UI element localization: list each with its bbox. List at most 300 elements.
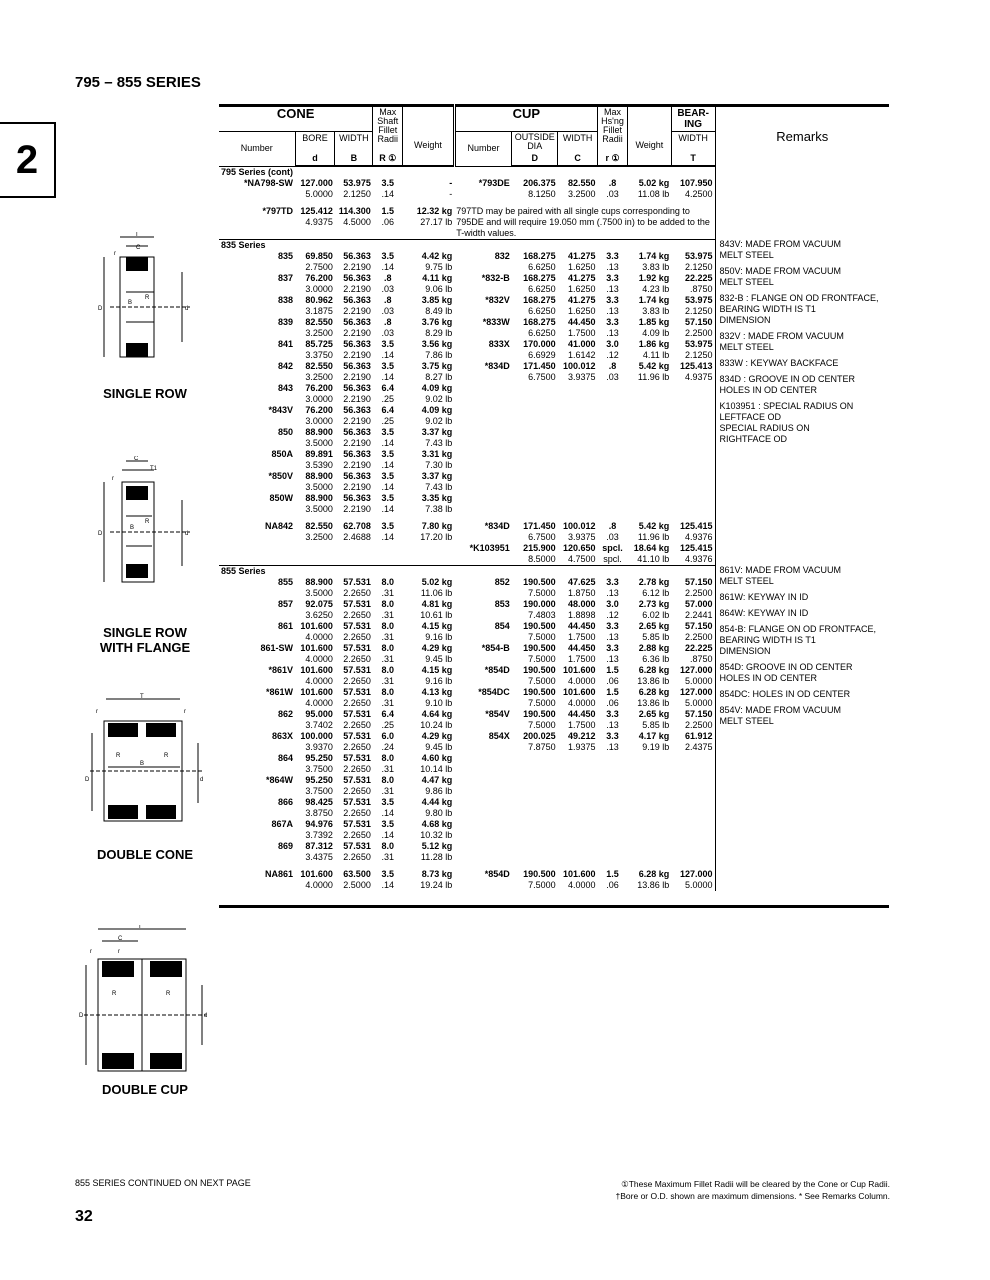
- outside-dia: [512, 361, 558, 383]
- cone-width-metric: 56.363: [343, 404, 371, 415]
- cup-weight: [627, 521, 671, 543]
- bore-inch: 3.5000: [305, 503, 333, 514]
- bore: [295, 251, 335, 273]
- bearing-width: [671, 731, 715, 753]
- cup-width-inch: 3.2500: [568, 188, 596, 199]
- bearing-width-inch: 5.0000: [685, 675, 713, 686]
- bearing-width-metric: 53.975: [685, 294, 713, 305]
- housing-radius-metric: 1.5: [606, 868, 619, 879]
- cone-weight-metric: 4.29 kg: [421, 642, 453, 653]
- shaft-radius-inch: .14: [381, 481, 394, 492]
- cone-weight: [403, 819, 455, 841]
- bearing-width-inch: 4.2500: [685, 188, 713, 199]
- end-rule-cell: [598, 891, 628, 907]
- cone-header: CONE: [219, 106, 373, 132]
- diagram-label-double-cup: DOUBLE CUP: [102, 1082, 188, 1097]
- shaft-radius: [373, 178, 403, 200]
- cup-weight-metric: 2.65 kg: [638, 708, 670, 719]
- cup-width-metric: 101.600: [563, 664, 596, 675]
- shaft-radius: [373, 339, 403, 361]
- diagram-label-double-cone: DOUBLE CONE: [96, 847, 194, 862]
- cone-width-metric: 57.531: [343, 708, 371, 719]
- shaft-radius-inch: .31: [381, 675, 394, 686]
- bore-metric: 76.200: [305, 382, 333, 393]
- cup-weight-inch: 3.83 lb: [642, 305, 670, 316]
- cone-width: [335, 273, 373, 295]
- single-row-drawing: [90, 232, 200, 382]
- bearing-width-metric: 107.950: [679, 177, 713, 188]
- bearing-width: [671, 449, 715, 471]
- section-name: 835 Series: [219, 239, 295, 251]
- shaft-radius: [373, 383, 403, 405]
- cone-width-inch: 2.2190: [343, 503, 371, 514]
- bore-inch: 3.0000: [305, 415, 333, 426]
- outside-dia-metric: 190.500: [523, 642, 556, 653]
- remark-item: 861V: MADE FROM VACUUM MELT STEEL: [719, 565, 842, 586]
- section-rule: [512, 166, 558, 178]
- remark-item: 854-B: FLANGE ON OD FRONTFACE, BEARING WIDTH IS T1 DIMENSION: [719, 624, 877, 656]
- svg-text:R: R: [145, 519, 150, 525]
- housing-radius-inch: .06: [606, 879, 619, 890]
- cup-number: [454, 841, 512, 863]
- diagram-label-flange: SINGLE ROW WITH FLANGE: [99, 625, 191, 655]
- cone-weight: [403, 405, 455, 427]
- housing-radius: [598, 449, 628, 471]
- bore: [295, 543, 335, 566]
- section-rule: [295, 166, 335, 178]
- cup-width-inch: 1.7500: [568, 653, 596, 664]
- cone-width-inch: 2.2650: [343, 675, 371, 686]
- cone-weight-metric: 4.29 kg: [421, 730, 453, 741]
- cup-width: [558, 543, 598, 566]
- bearing-width-metric: 57.150: [685, 576, 713, 587]
- bore-inch: 3.1875: [305, 305, 333, 316]
- shaft-radius: [373, 841, 403, 863]
- bore-inch: 4.0000: [305, 631, 333, 642]
- bore-metric: 82.550: [305, 360, 333, 371]
- outside-dia-inch: 6.6929: [528, 349, 556, 360]
- cup-number: [454, 819, 512, 841]
- remark-item: 832V : MADE FROM VACUUM MELT STEEL: [719, 331, 844, 352]
- bearing-header: BEAR- ING: [671, 106, 715, 132]
- bearing-spec-table: [219, 104, 889, 908]
- cup-width-metric: 101.600: [563, 868, 596, 879]
- bore-metric: 101.600: [300, 664, 333, 675]
- cup-weight-metric: 2.88 kg: [638, 642, 670, 653]
- cone-number: *NA798-SW: [244, 177, 294, 188]
- section-rule: [512, 239, 558, 251]
- cone-width: [335, 317, 373, 339]
- bore-metric: 101.600: [300, 620, 333, 631]
- bearing-width-inch: 2.2500: [685, 719, 713, 730]
- cup-weight: [627, 599, 671, 621]
- bore-inch: 3.0000: [305, 283, 333, 294]
- cone-number: NA861: [265, 868, 294, 879]
- outside-dia-metric: 190.000: [523, 598, 556, 609]
- bore-metric: 95.000: [305, 708, 333, 719]
- bore-inch: 3.6250: [305, 609, 333, 620]
- cup-width: [558, 819, 598, 841]
- end-rule-cell: [454, 891, 512, 907]
- housing-radius: [598, 819, 628, 841]
- shaft-radius: [373, 295, 403, 317]
- cup-weight-metric: 5.42 kg: [638, 520, 670, 531]
- housing-radius: [598, 577, 628, 599]
- cup-width: [558, 621, 598, 643]
- outside-dia-inch: 6.6250: [528, 261, 556, 272]
- cup-weight-inch: 11.96 lb: [637, 531, 670, 542]
- bore-metric: 101.600: [300, 868, 333, 879]
- shaft-radius: [373, 471, 403, 493]
- svg-text:C: C: [118, 936, 123, 942]
- outside-dia: [512, 577, 558, 599]
- section-rule: [671, 239, 715, 251]
- sym-C: C: [558, 152, 598, 166]
- bearing-width-metric: 127.000: [679, 664, 713, 675]
- cone-width-inch: 2.1250: [343, 188, 371, 199]
- shaft-radius-inch: .31: [381, 587, 394, 598]
- bore: [295, 405, 335, 427]
- outside-dia: [512, 775, 558, 797]
- housing-radius: [598, 273, 628, 295]
- outside-dia: [512, 471, 558, 493]
- cone-width: [335, 709, 373, 731]
- outside-dia: [512, 665, 558, 687]
- cup-width-inch: 1.6250: [568, 261, 596, 272]
- bore-metric: 82.550: [305, 520, 333, 531]
- housing-radius: [598, 339, 628, 361]
- sym-B: B: [335, 152, 373, 166]
- end-rule-cell: [558, 891, 598, 907]
- cup-width-inch: 1.6250: [568, 283, 596, 294]
- shaft-radius: [373, 521, 403, 543]
- bearing-width-inch: .8750: [690, 653, 713, 664]
- diagram-double-cone: [80, 693, 210, 843]
- cup-number: 853: [494, 598, 510, 609]
- outside-dia-inch: 7.5000: [528, 697, 556, 708]
- bore-inch: 4.9375: [305, 216, 333, 227]
- bearing-width-metric: 53.975: [685, 250, 713, 261]
- housing-radius-inch: .06: [606, 675, 619, 686]
- cup-width: [558, 449, 598, 471]
- section-rule: [403, 166, 455, 178]
- outside-dia-inch: 7.8750: [528, 741, 556, 752]
- cone-width: [335, 665, 373, 687]
- housing-radius-metric: 3.3: [606, 730, 619, 741]
- housing-radius-metric: 3.3: [606, 642, 619, 653]
- svg-text:R: R: [164, 753, 169, 759]
- bore-metric: 88.900: [305, 426, 333, 437]
- section-rule: [403, 239, 455, 251]
- cone-number: *861V: [268, 664, 294, 675]
- bearing-width: [671, 869, 715, 891]
- cone-width-inch: 2.2650: [343, 807, 371, 818]
- outside-dia-metric: 200.025: [523, 730, 556, 741]
- outside-dia: [512, 317, 558, 339]
- cone-weight-inch: 9.06 lb: [425, 283, 453, 294]
- diagram-single-row-flange: [90, 456, 200, 606]
- cone-number: 850: [278, 426, 294, 437]
- cone-weight-inch: 9.45 lb: [425, 741, 453, 752]
- cone-weight: [403, 797, 455, 819]
- bore: [295, 665, 335, 687]
- bore-inch: 4.0000: [305, 879, 333, 890]
- cone-weight-inch: 9.10 lb: [425, 697, 453, 708]
- bore-metric: 100.000: [300, 730, 333, 741]
- housing-radius-inch: .13: [606, 741, 619, 752]
- cup-width: [558, 775, 598, 797]
- shaft-radius: [373, 427, 403, 449]
- cone-width: [335, 427, 373, 449]
- cone-weight: [403, 383, 455, 405]
- cup-weight: [627, 251, 671, 273]
- cup-weight: [627, 753, 671, 775]
- housing-radius: [598, 709, 628, 731]
- cup-weight-metric: 2.78 kg: [638, 576, 670, 587]
- cone-weight-inch: 8.49 lb: [425, 305, 453, 316]
- cone-weight-metric: 3.35 kg: [421, 492, 453, 503]
- diagram-label-single-row: SINGLE ROW: [103, 386, 187, 401]
- end-rule-cell: [335, 891, 373, 907]
- bore-inch: 3.0000: [305, 393, 333, 404]
- cone-weight: [403, 753, 455, 775]
- shaft-radius-metric: 1.5: [381, 205, 394, 216]
- cup-width-metric: 44.450: [568, 642, 596, 653]
- outside-dia: [512, 797, 558, 819]
- cone-weight-sym: [403, 152, 455, 166]
- shaft-radius-inch: .03: [381, 305, 394, 316]
- bore: [295, 599, 335, 621]
- bearing-width: [671, 383, 715, 405]
- cone-width: [335, 869, 373, 891]
- cup-width-metric: 41.275: [568, 250, 596, 261]
- cup-weight: [627, 869, 671, 891]
- cone-weight: [403, 869, 455, 891]
- cup-number: 833X: [488, 338, 510, 349]
- section-rule: [598, 239, 628, 251]
- cone-weight: [403, 841, 455, 863]
- end-rule-cell: [512, 891, 558, 907]
- cup-width: [558, 339, 598, 361]
- bearing-width-metric: 22.225: [685, 272, 713, 283]
- cone-weight-inch: 9.80 lb: [425, 807, 453, 818]
- svg-text:R: R: [112, 991, 117, 997]
- cup-number: [454, 427, 512, 449]
- housing-radius: [598, 543, 628, 566]
- cone-weight-inch: 7.43 lb: [425, 481, 453, 492]
- section-rule: [627, 239, 671, 251]
- cone-width-metric: 57.531: [343, 730, 371, 741]
- cone-weight: [403, 665, 455, 687]
- cone-number: 850W: [269, 492, 294, 503]
- bearing-width-header: WIDTH: [671, 132, 715, 153]
- cone-number: 862: [278, 708, 294, 719]
- bore: [295, 521, 335, 543]
- cup-weight-metric: 2.65 kg: [638, 620, 670, 631]
- cup-width-inch: 1.9375: [568, 741, 596, 752]
- svg-text:B: B: [128, 300, 133, 306]
- bore: [295, 178, 335, 200]
- cone-number: [219, 543, 295, 566]
- cone-weight-metric: 4.81 kg: [421, 598, 453, 609]
- cone-width-metric: 56.363: [343, 316, 371, 327]
- cone-number: 850A: [271, 448, 294, 459]
- outside-dia: [512, 841, 558, 863]
- bore-inch: 4.0000: [305, 653, 333, 664]
- cone-width-inch: 2.2650: [343, 741, 371, 752]
- bearing-width-metric: 57.150: [685, 708, 713, 719]
- svg-text:d: d: [185, 306, 189, 312]
- cup-weight-metric: 6.28 kg: [638, 664, 670, 675]
- end-rule-cell: [403, 891, 455, 907]
- cup-weight: [627, 317, 671, 339]
- shaft-radius: [373, 543, 403, 566]
- cone-number: 866: [278, 796, 294, 807]
- outside-dia-inch: 6.7500: [528, 371, 556, 382]
- housing-radius-metric: 3.0: [606, 598, 619, 609]
- outside-dia-header: OUTSIDE DIA: [512, 132, 558, 153]
- cup-number: *854V: [485, 708, 510, 719]
- svg-text:r: r: [184, 709, 186, 715]
- cone-weight: [403, 178, 455, 200]
- shaft-radius: [373, 273, 403, 295]
- shaft-radius-inch: .14: [381, 459, 394, 470]
- cup-weight: [627, 405, 671, 427]
- cone-width: [335, 521, 373, 543]
- cup-number: *854-B: [481, 642, 510, 653]
- cup-width-inch: 1.8898: [568, 609, 596, 620]
- shaft-radius-metric: 3.5: [381, 868, 394, 879]
- cone-width-metric: 56.363: [343, 338, 371, 349]
- cup-weight: [627, 797, 671, 819]
- bore-metric: 76.200: [305, 272, 333, 283]
- svg-text:D: D: [98, 531, 103, 537]
- cone-weight-inch: 9.75 lb: [425, 261, 453, 272]
- cone-width: [335, 753, 373, 775]
- bore: [295, 383, 335, 405]
- bearing-width-inch: 2.2500: [685, 327, 713, 338]
- cup-width-inch: 1.8750: [568, 587, 596, 598]
- cone-width-inch: 2.2650: [343, 763, 371, 774]
- cone-weight-inch: 17.20 lb: [420, 531, 453, 542]
- cup-width-metric: 44.450: [568, 316, 596, 327]
- cone-width-header: WIDTH: [335, 132, 373, 153]
- sym-T: T: [671, 152, 715, 166]
- bore-metric: 76.200: [305, 404, 333, 415]
- shaft-radius-inch: .03: [381, 283, 394, 294]
- cup-weight: [627, 543, 671, 566]
- cup-number: [454, 471, 512, 493]
- bearing-width: [671, 599, 715, 621]
- cone-weight: [403, 339, 455, 361]
- shaft-radius-inch: .31: [381, 851, 394, 862]
- shaft-radius: [373, 449, 403, 471]
- bearing-width: [671, 797, 715, 819]
- shaft-radius: [373, 731, 403, 753]
- housing-radius-inch: .06: [606, 697, 619, 708]
- bearing-width: [671, 687, 715, 709]
- cup-width-metric: 44.450: [568, 708, 596, 719]
- shaft-radius-inch: .14: [381, 261, 394, 272]
- cone-width: [335, 577, 373, 599]
- bore: [295, 643, 335, 665]
- outside-dia-inch: 6.7500: [528, 531, 556, 542]
- outside-dia-metric: 190.500: [523, 868, 556, 879]
- cup-width-metric: 100.012: [563, 360, 596, 371]
- shaft-radius-inch: .31: [381, 785, 394, 796]
- bore: [295, 295, 335, 317]
- cone-width-inch: 2.2650: [343, 631, 371, 642]
- outside-dia-inch: 8.5000: [528, 553, 556, 564]
- remark-item: 832-B : FLANGE ON OD FRONTFACE, BEARING WIDTH IS T1 DIMENSION: [719, 293, 879, 325]
- svg-text:r: r: [96, 709, 98, 715]
- page-title: 795 – 855 SERIES: [75, 74, 201, 91]
- shaft-radius-inch: .14: [381, 349, 394, 360]
- housing-radius-metric: 3.3: [606, 294, 619, 305]
- cone-weight-inch: 10.32 lb: [420, 829, 453, 840]
- cone-width-metric: 56.363: [343, 492, 371, 503]
- cone-width-inch: 2.2190: [343, 371, 371, 382]
- outside-dia: [512, 599, 558, 621]
- cup-number: [454, 753, 512, 775]
- svg-text:D: D: [79, 1013, 84, 1019]
- sym-d: d: [295, 152, 335, 166]
- bore-metric: 101.600: [300, 686, 333, 697]
- section-rule: [671, 565, 715, 577]
- housing-radius: [598, 493, 628, 515]
- cup-number: *K103951: [469, 542, 510, 553]
- svg-text:d: d: [204, 1013, 208, 1019]
- cone-width: [335, 797, 373, 819]
- outside-dia: [512, 621, 558, 643]
- cup-weight: [627, 775, 671, 797]
- cup-weight: [627, 493, 671, 515]
- shaft-radius: [373, 599, 403, 621]
- bore-metric: 89.891: [305, 448, 333, 459]
- bore-inch: 3.8750: [305, 807, 333, 818]
- cup-weight: [627, 687, 671, 709]
- end-rule-cell: [627, 891, 671, 907]
- remark-item: 843V: MADE FROM VACUUM MELT STEEL: [719, 239, 842, 260]
- cone-width-metric: 57.531: [343, 796, 371, 807]
- bearing-width: [671, 709, 715, 731]
- bearing-width-metric: 57.000: [685, 598, 713, 609]
- bore-inch: 3.5000: [305, 587, 333, 598]
- shaft-radius-inch: .06: [381, 216, 394, 227]
- cone-weight-metric: 4.44 kg: [421, 796, 453, 807]
- cone-weight: [403, 521, 455, 543]
- cup-width: [558, 841, 598, 863]
- bore: [295, 841, 335, 863]
- cone-number: *797TD: [262, 205, 294, 216]
- bore: [295, 797, 335, 819]
- cup-weight-metric: 1.74 kg: [638, 294, 670, 305]
- outside-dia: [512, 643, 558, 665]
- bearing-width-metric: 125.415: [679, 542, 713, 553]
- shaft-radius-metric: 8.0: [381, 576, 394, 587]
- cone-weight-metric: 4.15 kg: [421, 620, 453, 631]
- cone-number: 838: [278, 294, 294, 305]
- pairing-note: 797TD may be paired with all single cups corresponding to 795DE and will require 19.050 mm (.7500 in) to be added to the T-width values.: [456, 205, 710, 238]
- cone-width-metric: 57.531: [343, 620, 371, 631]
- bearing-width: [671, 577, 715, 599]
- bearing-width-inch: 5.0000: [685, 879, 713, 890]
- bore-inch: 4.0000: [305, 697, 333, 708]
- shaft-radius-metric: 6.4: [381, 708, 394, 719]
- footer-notes: [560, 1178, 890, 1202]
- section-name: 795 Series (cont): [221, 166, 294, 177]
- bore-inch: 2.7500: [305, 261, 333, 272]
